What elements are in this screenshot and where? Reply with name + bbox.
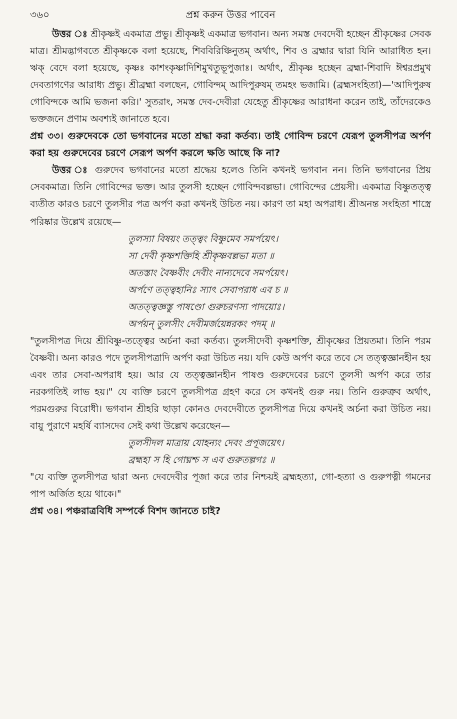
question-34: প্রশ্ন ৩৪। পঞ্চরাত্রবিধি সম্পর্কে বিশদ জানতে চাই? [30, 506, 221, 518]
verse-line: তুলসীদল মাত্রায় যোহন্যং দেবং প্রপূজয়েৎ। [128, 438, 284, 450]
verse-line: ব্রহ্মহা স হি গোঘ্নশ্চ স এব গুরুতল্পগঃ ॥ [128, 455, 275, 467]
translation-paragraph-2: "যে ব্যক্তি তুলসীপত্র দ্বারা অন্য দেবদেবীর পূজা করে তার নিশ্চয়ই ব্রহ্মহত্যা, গো-হত্যা ও গুরুপত্নী গমনের পাপ অর্জিত হয়ে থাকে।" [30, 472, 431, 501]
page-body [30, 26, 431, 520]
verse-block-1 [30, 231, 431, 333]
verse-block-2 [30, 435, 431, 469]
verse-line: অতত্ত্বজ্ঞস্তু পাষণ্ডো গুরুচরণস্য পাদয়োঃ। [128, 301, 285, 313]
verse-line: সা দেবী কৃষ্ণশক্তিহি শ্রীকৃষ্ণবল্লভা মতা ॥ [128, 250, 274, 262]
verse-line: অর্পয়ন্‌ তুলসীং দেবীমর্জয়েন্নরকং পদম্‌ ॥ [128, 318, 275, 330]
page-number: ৩৬০ [30, 10, 50, 21]
question-33: প্রশ্ন ৩৩। গুরুদেবকে তো ভগবানের মতো শ্রদ্ধা করা কর্তব্য। তাই গোবিন্দ চরণে যেরূপ তুলসীপত্র অর্পণ করা হয় গুরুদেবের চরণে সেরূপ অর্পণ করলে ক্ষতি আছে কি না? [30, 131, 431, 160]
running-title: প্রশ্ন করুন উত্তর পাবেন [185, 10, 276, 21]
verse-line: অর্পণে তত্ত্বহানিঃ স্যাৎ সেবাপরাধ এব চ ॥ [128, 284, 288, 296]
answer-paragraph-1 [30, 26, 431, 128]
translation-paragraph: "তুলসীপত্র দিয়ে শ্রীবিষ্ণু-তত্ত্বের অর্চনা করা কর্তব্য। তুলসীদেবী কৃষ্ণশক্তি, শ্রীকৃষ্ণের প্রিয়তমা। তিনি পরম বৈষ্ণবী। অন্য কারও পদে তুলসীপত্রাদি অর্পণ করা উচিত নয়। যদি কেউ অর্পণ করে তবে সে তত্ত্বজ্ঞানহীন হয় এবং তার সেবা-অপরাধ হয়। আর যে তত্ত্বজ্ঞানহীন পাষণ্ড গুরুদেবের চরণে তুলসী অর্পণ করে তার নরকগতিই লাভ হয়।" যে ব্যক্তি চরণে তুলসীপত্র গ্রহণ করে সে কখনই গুরু নয়। তিনি গুরুত্রুব অর্থাৎ, পরমগুরুর বিরোধী। ভগবান শ্রীহরি ছাড়া কোনও দেবদেবীতে তুলসীপত্র দিয়ে কখনই অর্চনা করা উচিত নয়। বায়ু পুরাণে মহর্ষি ব্যাসদেব সেই কথা উল্লেখ করেছেন— [30, 335, 431, 433]
answer-paragraph-2 [30, 162, 431, 230]
answer-label: উত্তর ঃ [52, 165, 90, 177]
page-header [30, 8, 431, 26]
verse-line: অতস্তাং বৈষ্ণবীং দেবীং নান্যদেবে সমর্পয়েৎ। [128, 267, 288, 279]
answer-label: উত্তর ঃ [52, 29, 88, 40]
answer-text: গুরুদেব ভগবানের মতো শ্রদ্ধেয় হলেও তিনি কখনই ভগবান নন। তিনি ভগবানের প্রিয় সেবকমাত্র। তিনি গোবিন্দের ভক্ত। আর তুলসী হচ্ছেন গোবিন্দবল্লভা। গোবিন্দের প্রেয়সী। একমাত্র বিষ্ণুতত্ত্ব ব্যতীত কারও চরণে তুলসীর পত্র অর্পণ করা কখনই উচিত নয়। কারণ তা মহা অপরাধ। শ্রীঅনন্ত সংহিতা শাস্ত্রে পরিষ্কার উল্লেখ রয়েছে— [30, 165, 431, 228]
answer-text: শ্রীকৃষ্ণই একমাত্র প্রভু। শ্রীকৃষ্ণই একমাত্র ভগবান। অন্য সমস্ত দেবদেবী হচ্ছেন শ্রীকৃষ্ণের সেবক মাত্র। শ্রীমদ্ভাগবতে শ্রীকৃষ্ণকে বলা হয়েছে, শিববিরিঞ্চিনুতম্‌ অর্থাৎ, শিব ও ব্রহ্মার দ্বারা যিনি আরাধিত হন। ঋক্‌ বেদে বলা হয়েছে, কৃষ্ণঃ কাশংকৃষ্ণাদিশিমুখতুভূপুজাঃ। অর্থাৎ, শ্রীকৃষ্ণ হচ্ছেন ব্রহ্মা-শিবাদি ঈশ্বরপ্রমুখ দেবতাগণের আরাধ্য প্রভু। শ্রীব্রহ্মা বলছেন, গোবিন্দম্‌ আদিপুরুষম্‌ তমহং ভজামি। (ব্রহ্মসংহিতা)—'আদিপুরুষ গোবিন্দকে আমি ভজনা করি।' সুতরাং, সমস্ত দেব-দেবীরা যেহেতু শ্রীকৃষ্ণের আরাধনা করেন তাই, তাঁদেরকেও ভক্তজনে প্রণাম অবশ্যই জানাতে হবে। [30, 29, 432, 126]
verse-line: তুলস্যা বিষয়ং তত্ত্বং বিষ্ণুমেব সমর্পয়েৎ। [128, 233, 279, 245]
